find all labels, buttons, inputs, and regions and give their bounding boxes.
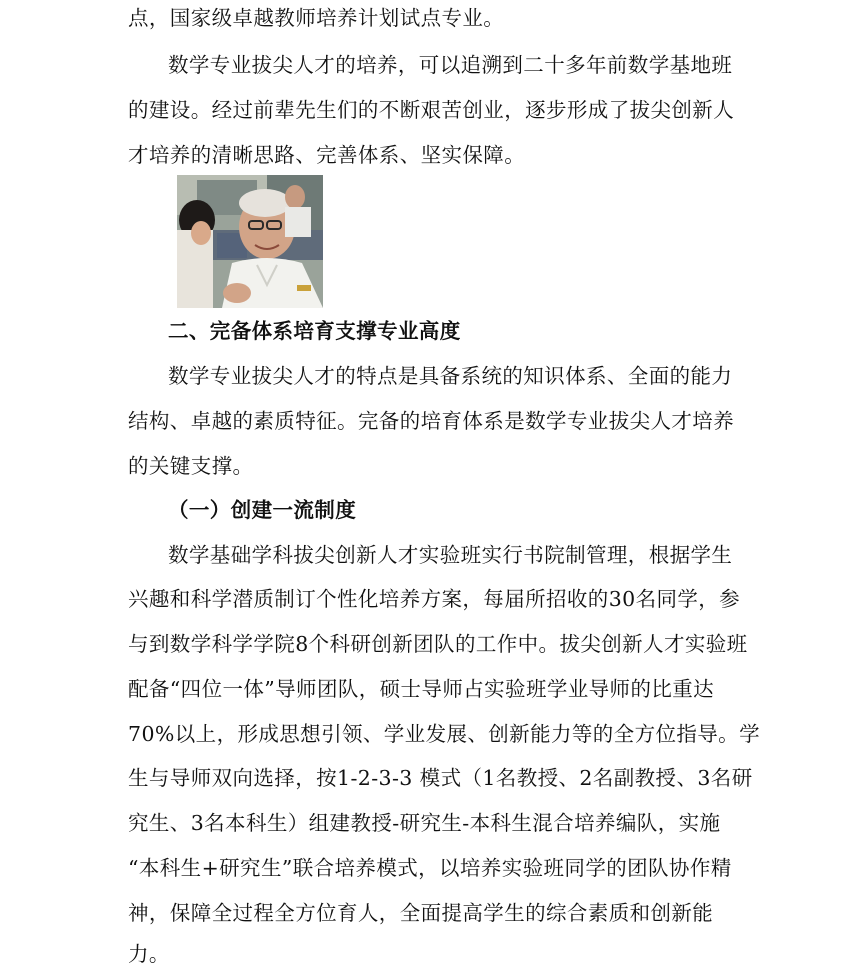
paragraph-line: 力。 xyxy=(128,942,170,966)
paragraph-line: 究生、3名本科生）组建教授-研究生-本科生混合培养编队，实施 xyxy=(128,811,721,835)
paragraph-line: “本科生+研究生”联合培养模式，以培养实验班同学的团队协作精 xyxy=(128,856,732,880)
photo-image xyxy=(177,175,323,308)
paragraph-line: 结构、卓越的素质特征。完备的培育体系是数学专业拔尖人才培养 xyxy=(128,409,735,433)
paragraph-line: 数学专业拔尖人才的培养，可以追溯到二十多年前数学基地班 xyxy=(168,53,733,77)
paragraph-line: 与到数学科学学院8个科研创新团队的工作中。拔尖创新人才实验班 xyxy=(128,632,748,656)
paragraph-line: 点，国家级卓越教师培养计划试点专业。 xyxy=(128,6,505,30)
paragraph-line: 神，保障全过程全方位育人，全面提高学生的综合素质和创新能 xyxy=(128,901,714,925)
paragraph-line: 数学基础学科拔尖创新人才实验班实行书院制管理，根据学生 xyxy=(168,543,733,567)
paragraph-line: 的关键支撑。 xyxy=(128,454,254,478)
section-heading: 二、完备体系培育支撑专业高度 xyxy=(168,319,461,343)
paragraph-line: 兴趣和科学潜质制订个性化培养方案，每届所招收的30名同学，参 xyxy=(128,587,741,611)
paragraph-line: 的建设。经过前辈先生们的不断艰苦创业，逐步形成了拔尖创新人 xyxy=(128,98,735,122)
photo-elderly-professor-icon xyxy=(177,175,323,308)
subsection-heading: （一）创建一流制度 xyxy=(168,498,357,522)
paragraph-line: 生与导师双向选择，按1-2-3-3 模式（1名教授、2名副教授、3名研 xyxy=(128,766,753,790)
paragraph-line: 数学专业拔尖人才的特点是具备系统的知识体系、全面的能力 xyxy=(168,364,733,388)
paragraph-line: 70%以上，形成思想引领、学业发展、创新能力等的全方位指导。学 xyxy=(128,722,760,746)
paragraph-line: 才培养的清晰思路、完善体系、坚实保障。 xyxy=(128,143,526,167)
paragraph-line: 配备“四位一体”导师团队，硕士导师占实验班学业导师的比重达 xyxy=(128,677,715,701)
